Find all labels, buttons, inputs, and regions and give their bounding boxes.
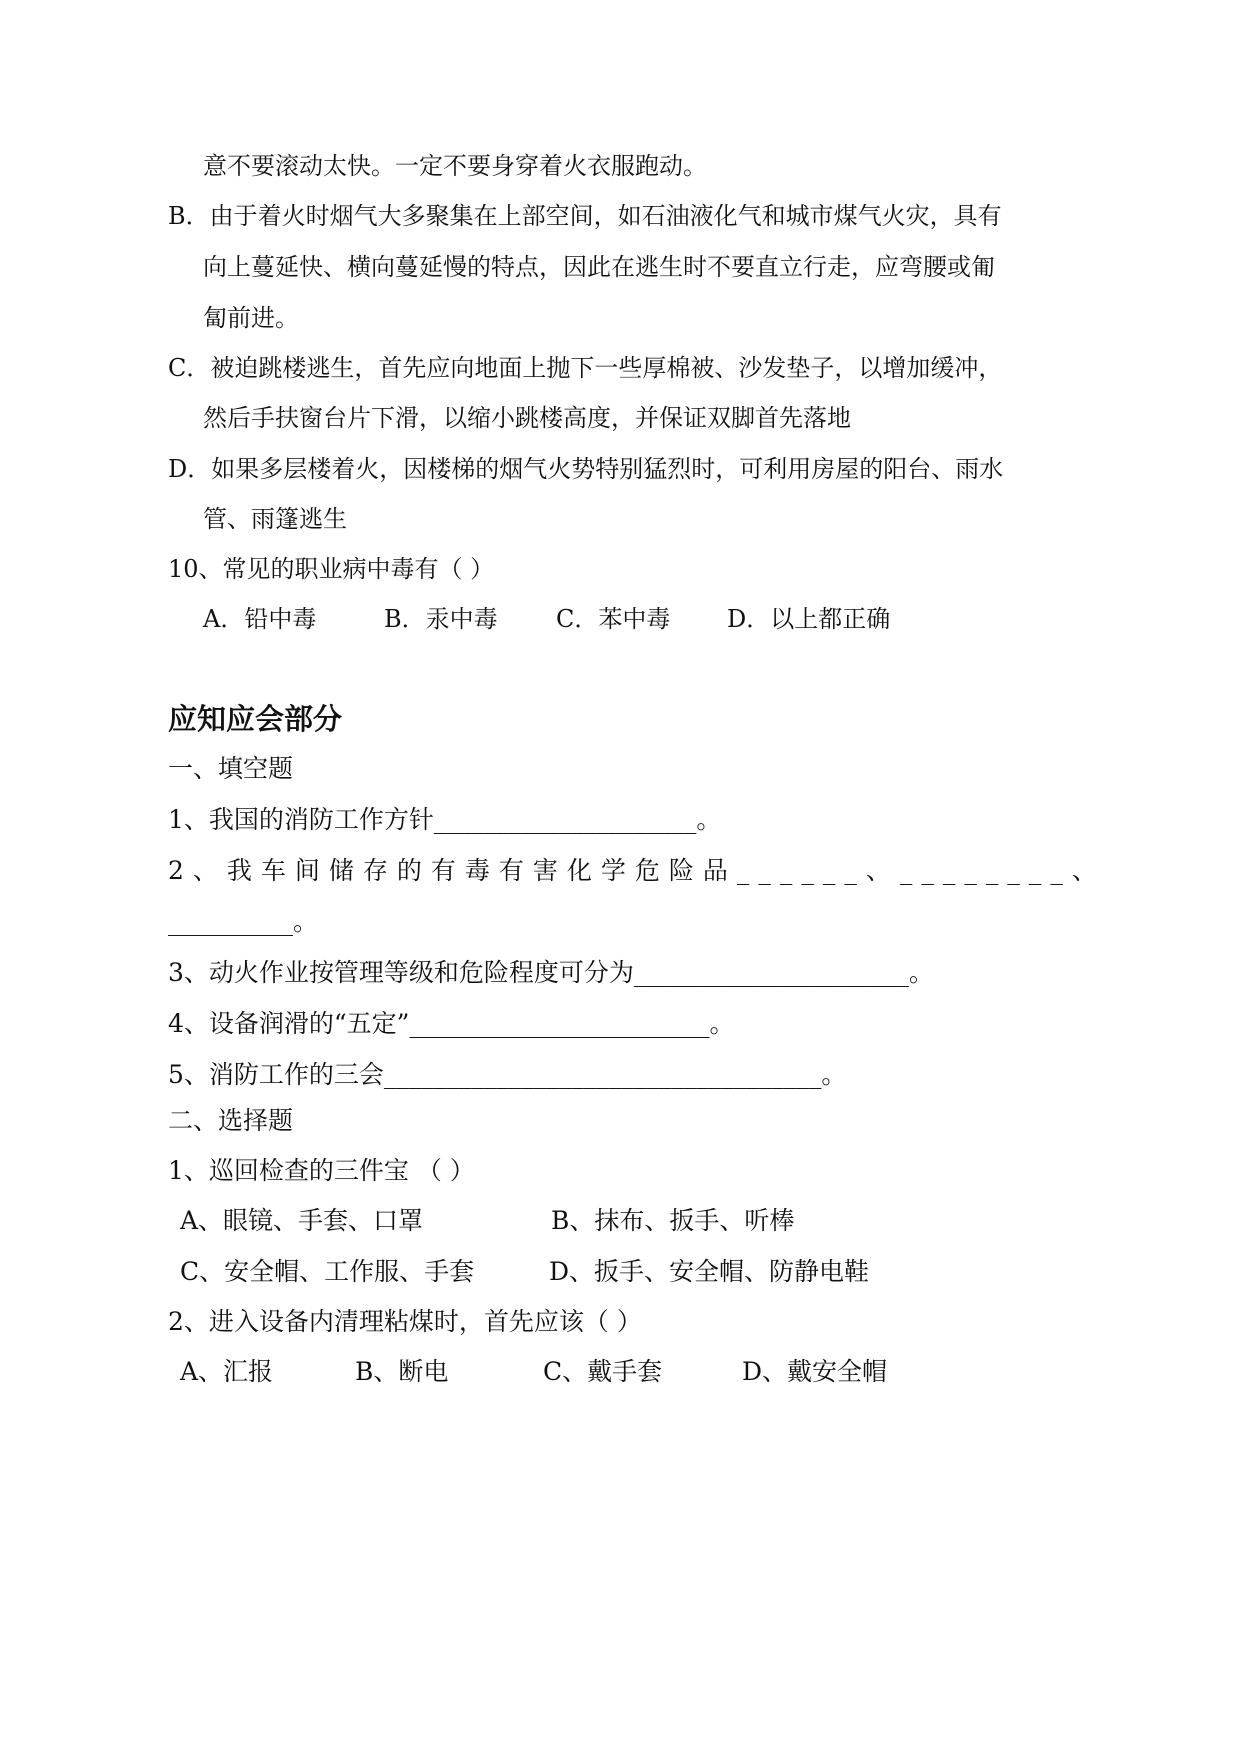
section-title: 应知应会部分 bbox=[168, 702, 343, 736]
q10-option-a: A．铅中毒 bbox=[203, 605, 317, 633]
fill-question-2-continuation: __________。 bbox=[168, 907, 319, 936]
choice-1-option-c: C、安全帽、工作服、手套 bbox=[180, 1257, 475, 1286]
choice-2-option-c: C、戴手套 bbox=[543, 1357, 663, 1386]
option-b-line-3: 匐前进。 bbox=[203, 304, 299, 332]
option-b-line-1: B．由于着火时烟气大多聚集在上部空间，如石油液化气和城市煤气火灾，具有 bbox=[168, 202, 1002, 230]
fill-question-4: 4、设备润滑的“五定”________________________。 bbox=[168, 1009, 735, 1038]
option-b-line-2: 向上蔓延快、横向蔓延慢的特点，因此在逃生时不要直立行走，应弯腰或匍 bbox=[203, 253, 995, 281]
question-10: 10、常见的职业病中毒有（ ） bbox=[168, 555, 495, 583]
fill-question-5: 5、消防工作的三会___________________________________。 bbox=[168, 1060, 847, 1089]
q10-option-b: B．汞中毒 bbox=[384, 605, 498, 633]
option-d-line-1: D．如果多层楼着火，因楼梯的烟气火势特别猛烈时，可利用房屋的阳台、雨水 bbox=[168, 455, 1004, 483]
q10-option-c: C．苯中毒 bbox=[556, 605, 671, 633]
choice-1-option-d: D、扳手、安全帽、防静电鞋 bbox=[549, 1257, 870, 1286]
choice-question-2: 2、进入设备内清理粘煤时，首先应该（ ） bbox=[168, 1307, 642, 1336]
q10-option-d: D．以上都正确 bbox=[727, 605, 891, 633]
fill-question-2: 2、我车间储存的有毒有害化学危险品______、________、 bbox=[168, 856, 1106, 885]
choice-heading: 二、选择题 bbox=[168, 1106, 294, 1135]
option-c-line-2: 然后手扶窗台片下滑，以缩小跳楼高度，并保证双脚首先落地 bbox=[203, 404, 851, 432]
option-c-line-1: C．被迫跳楼逃生，首先应向地面上抛下一些厚棉被、沙发垫子，以增加缓冲， bbox=[168, 354, 1003, 382]
fill-question-3: 3、动火作业按管理等级和危险程度可分为______________________。 bbox=[168, 958, 934, 987]
fill-question-1: 1、我国的消防工作方针_____________________。 bbox=[168, 805, 722, 834]
choice-2-option-a: A、汇报 bbox=[180, 1357, 274, 1386]
choice-1-option-b: B、抹布、扳手、听棒 bbox=[551, 1206, 795, 1235]
fill-blank-heading: 一、填空题 bbox=[168, 754, 294, 783]
choice-question-1: 1、巡回检查的三件宝 （ ） bbox=[168, 1156, 475, 1185]
option-d-line-2: 管、雨篷逃生 bbox=[203, 505, 347, 533]
choice-1-option-a: A、眼镜、手套、口罩 bbox=[180, 1206, 424, 1235]
choice-2-option-b: B、断电 bbox=[355, 1357, 449, 1386]
choice-2-option-d: D、戴安全帽 bbox=[742, 1357, 888, 1386]
option-a-continuation: 意不要滚动太快。一定不要身穿着火衣服跑动。 bbox=[203, 152, 707, 180]
